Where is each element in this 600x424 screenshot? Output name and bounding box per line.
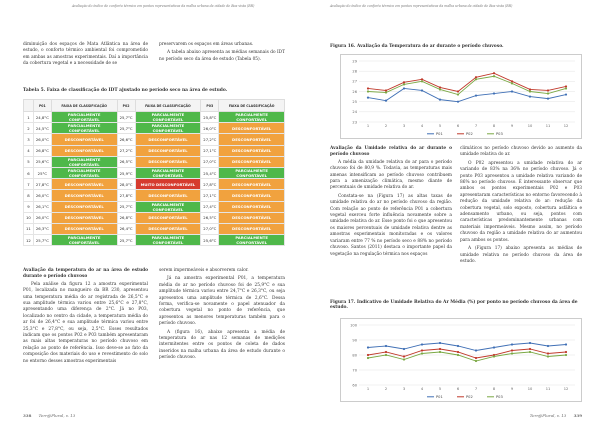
paragraph: Pela análise da figura 12 a amostra experimental P01, localizada no mangueiro da BR 230, apresentou uma temperatura média do ar registrada de 26,5°C e sua amplitude térmica variou entre 25,6°C e 27,8°C, apresentando uma diferença de 2°C. Já no P03, localizado no centro da cidade, a temperatura média do ar foi de 26,4°C e sua amplitude térmica variou entre 25,3°C e 27,8°C, ou seja, 2,5°C. Esses resultados indicam que os pontos P02 e P03 também apresentaram as mais altas temperaturas no período chuvoso em relação ao ponto de referência. Isso deve-se ao fato da composição dos materiais do uso e revestimento do solo no entorno desses amostras experimentais bbox=[23, 281, 148, 364]
table-cell: 25,7°C bbox=[117, 112, 135, 123]
table-header-cell: P01 bbox=[33, 100, 51, 112]
data-point bbox=[547, 355, 549, 357]
data-point bbox=[511, 80, 513, 82]
x-tick-label: 9 bbox=[510, 387, 514, 391]
page-number: 339 bbox=[573, 413, 582, 418]
table-cell: PARCIALMENTE CONFORTÁVEL bbox=[51, 167, 117, 178]
x-tick-label: 10 bbox=[527, 387, 533, 391]
table-cell: 26,0°C bbox=[33, 212, 51, 223]
left-col-d bbox=[159, 268, 285, 364]
x-tick-label: 1 bbox=[366, 387, 370, 391]
table-cell: 3 bbox=[24, 134, 34, 145]
table-cell: DESCONFORTÁVEL bbox=[51, 134, 117, 145]
data-point bbox=[439, 88, 441, 90]
table-cell: DESCONFORTÁVEL bbox=[219, 212, 285, 223]
x-tick-label: 4 bbox=[420, 124, 424, 128]
x-tick-label: 10 bbox=[527, 124, 533, 128]
table-header-cell: P03 bbox=[201, 100, 219, 112]
table-cell: 25,7°C bbox=[117, 201, 135, 212]
x-tick-label: 6 bbox=[456, 387, 460, 391]
legend-label: P03 bbox=[496, 132, 503, 136]
x-tick-label: 8 bbox=[492, 124, 496, 128]
x-tick-label: 4 bbox=[420, 387, 424, 391]
table-row bbox=[24, 112, 285, 123]
section-title: Avaliação da temperatura do ar na área de estudo durante o período chuvoso bbox=[23, 268, 148, 280]
legend-label: P01 bbox=[436, 395, 443, 399]
left-col-c bbox=[23, 268, 148, 367]
table-cell: 9 bbox=[24, 201, 34, 212]
running-header-right: Avaliação do índice de conforto térmico em pontos representativos da malha urbana da cidade de Boa vista (RR) bbox=[330, 4, 513, 8]
data-point bbox=[565, 343, 567, 345]
table-cell: DESCONFORTÁVEL bbox=[135, 134, 201, 145]
data-point bbox=[421, 78, 423, 80]
data-point bbox=[565, 93, 567, 95]
data-point bbox=[457, 345, 459, 347]
y-tick-label: 25 bbox=[352, 99, 357, 104]
data-point bbox=[475, 94, 477, 96]
table-cell: 26,1°C bbox=[33, 201, 51, 212]
paragraph: serem impermeáveis e absorverem calor. bbox=[159, 268, 249, 273]
table-row bbox=[24, 179, 285, 190]
table-cell: PARCIALMENTE CONFORTÁVEL bbox=[51, 112, 117, 123]
data-point bbox=[403, 355, 405, 357]
table-cell: DESCONFORTÁVEL bbox=[219, 190, 285, 201]
table-header-cell: FAIXA DE CLASSIFICAÇÃO bbox=[219, 100, 285, 112]
classification-table bbox=[23, 99, 285, 246]
paragraph: A média da umidade relativa do ar para o período chuvoso foi de 80,9 %. Todavia, as temperaturas mais amenas intensificam ao período chuvoso contribuem para a amenização climática, mesmo diante de percentuais de umidade relativa do ar. bbox=[330, 159, 452, 191]
table-cell: DESCONFORTÁVEL bbox=[135, 212, 201, 223]
data-point bbox=[547, 98, 549, 100]
data-point bbox=[421, 80, 423, 82]
table-cell: DESCONFORTÁVEL bbox=[219, 156, 285, 167]
table-row bbox=[24, 123, 285, 134]
data-point bbox=[385, 345, 387, 347]
figure-16-chart bbox=[340, 54, 582, 139]
data-point bbox=[421, 89, 423, 91]
table-cell: DESCONFORTÁVEL bbox=[219, 134, 285, 145]
data-point bbox=[385, 91, 387, 93]
x-tick-label: 1 bbox=[366, 124, 370, 128]
data-point bbox=[511, 82, 513, 84]
data-point bbox=[529, 348, 531, 350]
data-point bbox=[565, 354, 567, 356]
data-point bbox=[421, 349, 423, 351]
table-caption: Tabela 5. Faixa de classificação do IDT ajustado no período seco na área de estudo. bbox=[23, 88, 228, 93]
table-cell: 25,8°C bbox=[201, 112, 219, 123]
y-tick-label: 28 bbox=[352, 69, 357, 74]
table-row bbox=[24, 212, 285, 223]
data-point bbox=[367, 87, 369, 89]
data-point bbox=[403, 348, 405, 350]
legend-label: P03 bbox=[496, 395, 503, 399]
table-cell: DESCONFORTÁVEL bbox=[135, 145, 201, 156]
table-header-cell: P02 bbox=[117, 100, 135, 112]
data-point bbox=[547, 92, 549, 94]
footer-left bbox=[23, 413, 75, 418]
series-line-P02 bbox=[368, 73, 566, 91]
table-cell: DESCONFORTÁVEL bbox=[51, 190, 117, 201]
data-point bbox=[493, 72, 495, 74]
data-point bbox=[547, 345, 549, 347]
paragraph: O P02 apresentou a umidade relativa do ar variando de 83% na 36% no período chuvoso. Já o ponto P03 apresentou a umidade relativa variando de 86% no período chuvoso. É interessante observar que ambos os pontos experimentais P02 e P03 apresentaram características no entorno favorecendo à redução da umidade relativa do ar: redução da cobertura vegetal, solo exposto, cobertura asfáltica e adensamento urbano, ou seja, pontos com características predominantemente urbanas com materiais impermeáveis. Mesmo assim, no período chuvoso da região a umidade relativa do ar aumentou para ambos os pontos. bbox=[460, 160, 582, 243]
table-row bbox=[24, 156, 285, 167]
y-tick-label: 100 bbox=[350, 323, 357, 328]
running-header-left: Avaliação do índice de conforto térmico em pontos representativos da malha urbana da cidade de Boa vista (RR) bbox=[72, 4, 255, 8]
data-point bbox=[367, 90, 369, 92]
x-tick-label: 3 bbox=[402, 124, 406, 128]
data-point bbox=[493, 355, 495, 357]
table-cell: 27,4°C bbox=[201, 201, 219, 212]
table-cell: MUITO DESCONFORTÁVEL bbox=[135, 179, 201, 190]
data-point bbox=[475, 78, 477, 80]
table-row bbox=[24, 145, 285, 156]
table-cell: 25°C bbox=[33, 167, 51, 178]
x-tick-label: 2 bbox=[384, 124, 388, 128]
table-cell: 26,8°C bbox=[33, 145, 51, 156]
table-header-cell: FAIXA DE CLASSIFICAÇÃO bbox=[135, 100, 201, 112]
data-point bbox=[529, 342, 531, 344]
paragraph: Constata-se na (Figura 17) as altas taxas de umidade relativa do ar no período chuvoso da região. Com relação ao ponto de referência P01 a cobertura vegetal exerceu forte influência novamente sobre a umidade relativa do ar. Esse ponto foi o que apresentou os maiores percentuais de umidade relativa dentre as amostras experimentais monitoradas e os valores variaram entre 77 % no período seco e 88% no período chuvoso. Santos (2011) destaca o importante papel da vegetação na regulação térmica nos espaços bbox=[330, 193, 452, 257]
table-cell: PARCIALMENTE CONFORTÁVEL bbox=[219, 112, 285, 123]
paragraph: A tabela abaixo apresenta as médias semanais do IDT no período seco da área de estudo (Tabela 05). bbox=[159, 50, 285, 62]
legend-label: P01 bbox=[436, 132, 443, 136]
data-point bbox=[403, 83, 405, 85]
data-point bbox=[385, 351, 387, 353]
table-cell: DESCONFORTÁVEL bbox=[219, 201, 285, 212]
table-cell: 26,0°C bbox=[33, 134, 51, 145]
table-cell: 26,6°C bbox=[117, 134, 135, 145]
series-line-P01 bbox=[368, 88, 566, 101]
x-tick-label: 3 bbox=[402, 387, 406, 391]
table-cell: 26,5°C bbox=[117, 156, 135, 167]
table-cell: PARCIALMENTE CONFORTÁVEL bbox=[219, 235, 285, 246]
data-point bbox=[547, 352, 549, 354]
table-cell: 12 bbox=[24, 235, 34, 246]
table-cell: 4 bbox=[24, 145, 34, 156]
legend-label: P02 bbox=[466, 132, 473, 136]
table-row bbox=[24, 167, 285, 178]
table-cell: DESCONFORTÁVEL bbox=[219, 145, 285, 156]
table-row bbox=[24, 201, 285, 212]
table-cell: 27,1°C bbox=[201, 190, 219, 201]
table-cell: 25,6°C bbox=[201, 235, 219, 246]
data-point bbox=[367, 346, 369, 348]
x-tick-label: 8 bbox=[492, 387, 496, 391]
y-tick-label: 24 bbox=[352, 110, 357, 115]
table-cell: PARCIALMENTE CONFORTÁVEL bbox=[135, 235, 201, 246]
table-row bbox=[24, 235, 285, 246]
x-tick-label: 11 bbox=[545, 124, 551, 128]
figure-16-caption: Figura 16. Avaliação da Temperatura do ar durante o período chuvoso. bbox=[330, 44, 504, 49]
table-cell: PARCIALMENTE CONFORTÁVEL bbox=[51, 123, 117, 134]
data-point bbox=[367, 357, 369, 359]
table-cell: 28,0°C bbox=[117, 179, 135, 190]
y-tick-label: 26 bbox=[352, 89, 357, 94]
figure-17-caption: Figura 17. Indicativo de Umidade Relativa do Ar Média (%) por ponto no período chuvoso da área de estudo. bbox=[330, 300, 578, 310]
data-point bbox=[529, 351, 531, 353]
table-header-cell bbox=[24, 100, 34, 112]
table-cell: DESCONFORTÁVEL bbox=[51, 179, 117, 190]
page-number: 338 bbox=[23, 413, 32, 418]
table-cell: 7 bbox=[24, 179, 34, 190]
x-tick-label: 7 bbox=[474, 387, 478, 391]
x-tick-label: 5 bbox=[438, 387, 442, 391]
y-tick-label: 27 bbox=[352, 79, 357, 84]
table-cell: DESCONFORTÁVEL bbox=[135, 156, 201, 167]
data-point bbox=[367, 97, 369, 99]
footer-right bbox=[530, 413, 582, 418]
x-tick-label: 12 bbox=[563, 387, 569, 391]
x-tick-label: 9 bbox=[510, 124, 514, 128]
data-point bbox=[385, 354, 387, 356]
table-cell: 6 bbox=[24, 167, 34, 178]
x-tick-label: 11 bbox=[545, 387, 551, 391]
data-point bbox=[511, 343, 513, 345]
journal-name: Terr@Plural, v. 13 bbox=[529, 413, 567, 418]
table-cell: 26,3°C bbox=[33, 223, 51, 234]
table-row bbox=[24, 223, 285, 234]
data-point bbox=[439, 348, 441, 350]
y-tick-label: 23 bbox=[352, 120, 357, 125]
right-col-a bbox=[330, 146, 452, 260]
table-cell: 24,8°C bbox=[33, 112, 51, 123]
table-cell: PARCIALMENTE CONFORTÁVEL bbox=[135, 123, 201, 134]
y-tick-label: 80 bbox=[352, 353, 357, 358]
table-cell: DESCONFORTÁVEL bbox=[219, 123, 285, 134]
data-point bbox=[457, 354, 459, 356]
table-cell: 26,0°C bbox=[33, 190, 51, 201]
data-point bbox=[475, 360, 477, 362]
section-title: Avaliação da Umidade relativa do ar durante o período chuvoso bbox=[330, 146, 452, 158]
x-tick-label: 5 bbox=[438, 124, 442, 128]
table-cell: 25,6°C bbox=[33, 156, 51, 167]
y-tick-label: 60 bbox=[352, 383, 357, 388]
table-cell: 27,2°C bbox=[117, 145, 135, 156]
data-point bbox=[421, 343, 423, 345]
table-cell: 1 bbox=[24, 112, 34, 123]
table-cell: PARCIALMENTE CONFORTÁVEL bbox=[135, 112, 201, 123]
data-point bbox=[529, 88, 531, 90]
legend-label: P02 bbox=[466, 395, 473, 399]
y-tick-label: 90 bbox=[352, 338, 357, 343]
table-cell: 25,4°C bbox=[201, 167, 219, 178]
paragraph: Já na amostra experimental P01, a temperatura média do ar no período chuvoso foi de 25,9°C e sua amplitude térmica variou entre 24,7°C e 26,3°C, ou seja apresentou uma amplitude térmica de 2,6°C. Dessa forma, verifica-se novamente o papel atenuador da cobertura vegetal no ponto de referência, que apresentou as menores temperaturas também para o período chuvoso. bbox=[159, 276, 285, 327]
paragraph: A (Figura 17) abaixo apresenta as médias de umidade relativa no período chuvoso da área de estudo. bbox=[460, 246, 582, 264]
data-point bbox=[529, 90, 531, 92]
table-cell: DESCONFORTÁVEL bbox=[135, 223, 201, 234]
data-point bbox=[439, 86, 441, 88]
table-header-cell: FAIXA DE CLASSIFICAÇÃO bbox=[51, 100, 117, 112]
data-point bbox=[439, 342, 441, 344]
data-point bbox=[565, 85, 567, 87]
data-point bbox=[547, 89, 549, 91]
data-point bbox=[457, 101, 459, 103]
paragraph: A (figura 16), abaixo apresenta a média de temperatura do ar nas 12 semanas de medições intermitentes entre os pontos de coleta de dados inseridos na malha urbana da área de estudo durante o período chuvoso. bbox=[159, 329, 285, 361]
x-tick-label: 2 bbox=[384, 387, 388, 391]
table-cell: PARCIALMENTE CONFORTÁVEL bbox=[135, 167, 201, 178]
temperature-chart bbox=[341, 55, 581, 138]
data-point bbox=[511, 90, 513, 92]
paragraph: climáticos no período chuvoso devido ao aumento da umidade relativa do ar. bbox=[460, 146, 582, 158]
paragraph: diminuição dos espaços de Mata Atlântica na área de estudo, o conforto térmico ambiental foi comprometido em ambas as amostras experimentais. Daí a importância da cobertura vegetal e a necessidade de se bbox=[23, 42, 148, 67]
humidity-chart bbox=[341, 319, 581, 401]
data-point bbox=[403, 358, 405, 360]
table-cell: 11 bbox=[24, 223, 34, 234]
table-row bbox=[24, 190, 285, 201]
series-line-P03 bbox=[368, 352, 566, 361]
table-cell: DESCONFORTÁVEL bbox=[219, 179, 285, 190]
y-tick-label: 29 bbox=[352, 59, 357, 64]
table-cell: DESCONFORTÁVEL bbox=[51, 212, 117, 223]
data-point bbox=[457, 93, 459, 95]
table-cell: DESCONFORTÁVEL bbox=[51, 145, 117, 156]
right-page bbox=[300, 0, 600, 424]
table-cell: DESCONFORTÁVEL bbox=[51, 201, 117, 212]
table-cell: 27,1°C bbox=[201, 145, 219, 156]
table-cell: 25,7°C bbox=[117, 235, 135, 246]
table-cell: 25,7°C bbox=[33, 235, 51, 246]
table-cell: 27,2°C bbox=[201, 134, 219, 145]
data-point bbox=[385, 89, 387, 91]
table-cell: 27,8°C bbox=[33, 179, 51, 190]
table-header-row bbox=[24, 100, 285, 112]
data-point bbox=[475, 357, 477, 359]
table-cell: 10 bbox=[24, 212, 34, 223]
table-cell: 27,0°C bbox=[201, 223, 219, 234]
table-cell: PARCIALMENTE CONFORTÁVEL bbox=[51, 235, 117, 246]
y-tick-label: 70 bbox=[352, 368, 357, 373]
table-cell: 26,4°C bbox=[117, 223, 135, 234]
data-point bbox=[511, 352, 513, 354]
table-cell: 27,8°C bbox=[201, 179, 219, 190]
table-cell: 26,8°C bbox=[117, 212, 135, 223]
data-point bbox=[565, 351, 567, 353]
table-cell: PARCIALMENTE CONFORTÁVEL bbox=[51, 156, 117, 167]
data-point bbox=[493, 92, 495, 94]
table-cell: 2 bbox=[24, 123, 34, 134]
x-tick-label: 6 bbox=[456, 124, 460, 128]
data-point bbox=[439, 351, 441, 353]
table-cell: 26,5°C bbox=[201, 212, 219, 223]
table-cell: 27,8°C bbox=[117, 190, 135, 201]
table-cell: DESCONFORTÁVEL bbox=[219, 223, 285, 234]
data-point bbox=[511, 349, 513, 351]
data-point bbox=[475, 349, 477, 351]
table-cell: 8 bbox=[24, 190, 34, 201]
data-point bbox=[475, 76, 477, 78]
paragraph: preservarem os espaços em áreas urbanas. bbox=[159, 42, 254, 47]
data-point bbox=[493, 75, 495, 77]
table-cell: 24,5°C bbox=[33, 123, 51, 134]
journal-name: Terr@Plural, v. 13 bbox=[38, 413, 76, 418]
x-tick-label: 12 bbox=[563, 124, 569, 128]
table-cell: DESCONFORTÁVEL bbox=[51, 223, 117, 234]
data-point bbox=[457, 90, 459, 92]
data-point bbox=[529, 95, 531, 97]
table-row bbox=[24, 134, 285, 145]
figure-17-chart bbox=[340, 318, 582, 402]
left-col-a bbox=[23, 42, 148, 70]
left-col-b bbox=[159, 42, 285, 65]
x-tick-label: 7 bbox=[474, 124, 478, 128]
data-point bbox=[493, 346, 495, 348]
data-point bbox=[457, 351, 459, 353]
table-cell: PARCIALMENTE CONFORTÁVEL bbox=[219, 167, 285, 178]
table-cell: DESCONFORTÁVEL bbox=[135, 190, 201, 201]
data-point bbox=[439, 99, 441, 101]
data-point bbox=[367, 354, 369, 356]
right-col-b bbox=[460, 146, 582, 267]
table-cell: 25,7°C bbox=[117, 123, 135, 134]
data-point bbox=[385, 100, 387, 102]
data-point bbox=[421, 352, 423, 354]
table-cell: PARCIALMENTE CONFORTÁVEL bbox=[135, 201, 201, 212]
table-cell: 27,0°C bbox=[201, 156, 219, 167]
data-point bbox=[565, 87, 567, 89]
data-point bbox=[403, 87, 405, 89]
table-cell: 5 bbox=[24, 156, 34, 167]
data-point bbox=[403, 81, 405, 83]
table-cell: 25,9°C bbox=[117, 167, 135, 178]
series-line-P01 bbox=[368, 343, 566, 351]
table-cell: 26,0°C bbox=[201, 123, 219, 134]
